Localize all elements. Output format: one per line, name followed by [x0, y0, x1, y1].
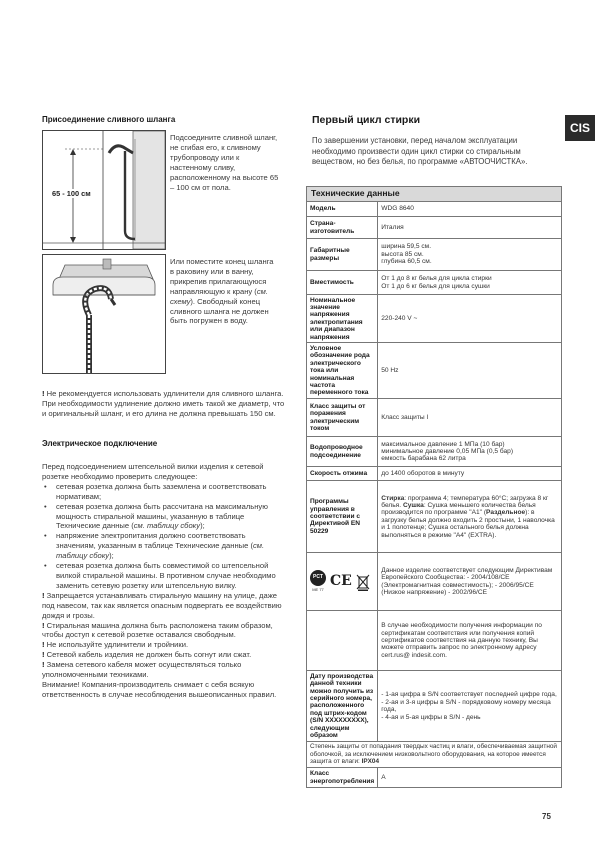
row-value: до 1400 оборотов в минуту: [378, 467, 562, 481]
row-value: Данное изделие соответствует следующим Директивам Европейского Сообщества: - 2004/108/CE (Электромагнитная совместимость); - 2006/95/CE (Низкое напряжение) - 2002/96/CE: [378, 553, 562, 611]
ipx-value: IPX04: [361, 758, 380, 766]
value-line: глубина 60,5 см.: [381, 258, 432, 266]
extension-warning-text: Не рекомендуется использовать удлинители для сливного шланга. При необходимости удлинение должно иметь такой же диаметр, что и оригинальный шланг, и его длина не должна превышать 150 см.: [42, 389, 285, 418]
separate-label: Раздельное: [486, 509, 526, 517]
sink-drain-figure: [42, 254, 166, 374]
value-line: ширина 59,5 см.: [381, 243, 432, 251]
wash-text: : программа 4; температура 60°С; загрузка 8 кг белья.: [381, 494, 549, 509]
row-key: Программы управления в соответствии с Директивой EN 50229: [307, 481, 378, 553]
warning-item: [42, 621, 286, 641]
table-row: [307, 467, 562, 481]
height-label: 65 - 100 см: [52, 189, 91, 198]
electrical-section: [42, 462, 286, 700]
page-number: 75: [542, 812, 551, 821]
row-value: [378, 671, 562, 742]
language-badge: CIS: [565, 115, 595, 141]
warning-item-text: Замена сетевого кабеля может осуществляться только уполномоченными техниками.: [42, 660, 242, 680]
row-key: Номинальное значение напряжения электропитания или диапазон напряжения: [307, 295, 378, 343]
row-value: А: [378, 768, 562, 788]
ce-mark: CE: [330, 573, 352, 590]
tech-data-table: [306, 201, 562, 788]
liability-note: Внимание! Компания-производитель снимает с себя всякую ответственность в случае несоблюдения вышеописанных правил.: [42, 679, 277, 699]
warning-item: [42, 660, 286, 680]
warning-item-text: Сетевой кабель изделия не должен быть согнут или сжат.: [46, 650, 252, 660]
value-line: - 1-ая цифра в S/N соответствует последней цифре года,: [381, 691, 557, 699]
electrical-intro: Перед подсоединением штепсельной вилки изделия к сетевой розетке необходимо проверить следующее:: [42, 462, 264, 481]
checklist-item-a: сетевая розетка должна быть рассчитана на максимальную мощность стиральной машины, указанную в таблице Технические данные (: [56, 501, 268, 531]
row-value: В случае необходимости получения информации по сертификатам соответствия или получения копий сертификатов соответствия на данную технику, Вы можете отправить запрос по электронному адресу cert.rus@ indesit.com.: [378, 611, 562, 671]
value-line: емкость барабана 62 литра: [381, 455, 466, 463]
row-value: [378, 239, 562, 271]
table-row: [307, 437, 562, 467]
row-key: Класс защиты от поражения электрическим током: [307, 399, 378, 437]
warning-icon: !: [42, 620, 47, 630]
sink-drain-illustration: [43, 255, 165, 373]
warning-item-text: Не используйте удлинители и тройники.: [46, 640, 189, 650]
value-line: От 1 до 8 кг белья для цикла стирки: [381, 275, 492, 283]
drain-para-2: [170, 257, 278, 326]
table-row: [307, 343, 562, 399]
first-cycle-title: Первый цикл стирки: [312, 114, 421, 126]
row-key: Класс энергопотребления: [307, 768, 378, 788]
table-row: [307, 271, 562, 295]
drain-para-2-a: Или поместите конец шланга в раковину или в ванну, прикрепив прилагающуюся направляющую к крану (: [170, 257, 274, 296]
row-value: [378, 437, 562, 467]
weee-bin-icon: [356, 573, 370, 591]
drain-para-2-ref: см. схему: [170, 286, 268, 306]
table-row: [307, 481, 562, 553]
row-key: Условное обозначение рода электрического тока или номинальная частота переменного тока: [307, 343, 378, 399]
checklist-item: [42, 502, 286, 532]
value-line: минимальное давление 0,05 МПа (0,5 бар): [381, 448, 514, 456]
table-row: [307, 295, 562, 343]
warning-icon: !: [42, 660, 47, 670]
value-line: высота 85 см.: [381, 250, 424, 258]
table-row: [307, 768, 562, 788]
first-cycle-text: По завершении установки, перед началом эксплуатации необходимо произвести один цикл стирки со стиральным веществом, но без белья, по программе «АВТООЧИСТКА».: [312, 136, 528, 166]
row-key: Водопроводное подсоединение: [307, 437, 378, 467]
value-line: максимальное давление 1 МПа (10 бар): [381, 440, 505, 448]
row-key: Модель: [307, 202, 378, 217]
warning-icon: !: [42, 640, 47, 650]
electrical-title: Электрическое подключение: [42, 439, 158, 448]
row-key: Габаритные размеры: [307, 239, 378, 271]
warning-icon: !: [42, 650, 47, 660]
tech-data-title: Технические данные: [306, 186, 562, 202]
drain-hose-title: Присоединение сливного шланга: [42, 115, 176, 124]
row-value: 220-240 V ~: [378, 295, 562, 343]
checklist-item-a: напряжение электропитания должно соответствовать значениям, указанным в таблице Технические данные (: [56, 531, 253, 551]
warning-item-text: Запрещается устанавливать стиральную машину на улице, даже под навесом, так как является опасным подвергать ее воздействию дождя и грозы.: [42, 590, 282, 620]
checklist-item: [42, 531, 286, 561]
pct-icon: PCT: [310, 570, 326, 586]
table-row: [307, 611, 562, 671]
extension-warning: [42, 389, 286, 419]
table-row: [307, 239, 562, 271]
ipx-text: Степень защиты от попадания твердых частиц и влаги, обеспечиваемая защитной оболочкой, за исключением низковольтного оборудования, на которое имеется защита от влаги:: [310, 743, 557, 766]
warning-item: [42, 591, 286, 621]
checklist-item-b: );: [109, 551, 114, 561]
dry-label: Сушка: [402, 501, 424, 509]
drain-para-2-b: ). Свободный конец сливного шланга не должен быть погружен в воду.: [170, 296, 269, 326]
row-key: Страна-изготовитель: [307, 217, 378, 239]
wall-drain-figure: [42, 130, 166, 250]
value-line: - 4-ая и 5-ая цифры в S/N - день: [381, 713, 481, 721]
checklist-item-ref: см. таблицу сбоку: [56, 541, 265, 561]
table-row: [307, 399, 562, 437]
table-row: [307, 671, 562, 742]
table-row: [307, 553, 562, 611]
row-key: Скорость отжима: [307, 467, 378, 481]
warning-item-text: Стиральная машина должна быть расположена таким образом, чтобы доступ к сетевой розетке оставался свободным.: [42, 620, 273, 640]
checklist-item: • сетевая розетка должна быть совместимой со штепсельной вилкой стиральной машины. В противном случае необходимо заменить сетевую розетку или штепсельную вилку.: [42, 561, 286, 591]
empty-cell: [307, 611, 378, 671]
dry-text-2: ): в загрузку белья должно входить 2 простыни, 1 наволочка и 1 полотенце; Сушка остального белья должна выполняться в режиме "А4" (EXTRA).: [381, 509, 555, 539]
row-key: Вместимость: [307, 271, 378, 295]
ipx-row: [307, 741, 562, 767]
value-line: От 1 до 6 кг белья для цикла сушки: [381, 282, 490, 290]
row-value: WDG 8640: [378, 202, 562, 217]
warning-item: [42, 640, 286, 650]
drain-para-1: Подсоедините сливной шланг, не сгибая его, к сливному трубопроводу или к настенному сливу, расположенному на высоте 65 – 100 см от пола.: [170, 133, 279, 192]
pct-mark: [310, 570, 326, 593]
warning-item: [42, 650, 286, 660]
checklist-item-ref: см. таблицу сбоку: [133, 521, 201, 531]
certification-marks: [307, 553, 378, 611]
row-key: Дату производства данной техники можно получить из серийного номера, расположенного под штрих-кодом (S/N XXXXXXXXX), следующим образом: [307, 671, 378, 742]
row-value: [378, 481, 562, 553]
dry-text: : Сушка меньшего количества белья производится по программе "А1" (: [381, 501, 536, 517]
warning-icon: !: [42, 590, 47, 600]
value-line: - 2-ая и 3-я цифры в S/N - порядковому номеру месяца года,: [381, 698, 551, 714]
warning-icon: !: [42, 389, 47, 398]
pct-code: МЕ 77: [312, 587, 324, 593]
table-row: [307, 741, 562, 767]
row-value: Италия: [378, 217, 562, 239]
row-value: Класс защиты I: [378, 399, 562, 437]
row-value: [378, 271, 562, 295]
wash-label: Стирка: [381, 494, 405, 502]
table-row: [307, 202, 562, 217]
checklist-item: • сетевая розетка должна быть заземлена и соответствовать нормативам;: [42, 482, 286, 502]
table-row: [307, 217, 562, 239]
row-value: 50 Hz: [378, 343, 562, 399]
checklist-item-b: );: [200, 521, 205, 531]
